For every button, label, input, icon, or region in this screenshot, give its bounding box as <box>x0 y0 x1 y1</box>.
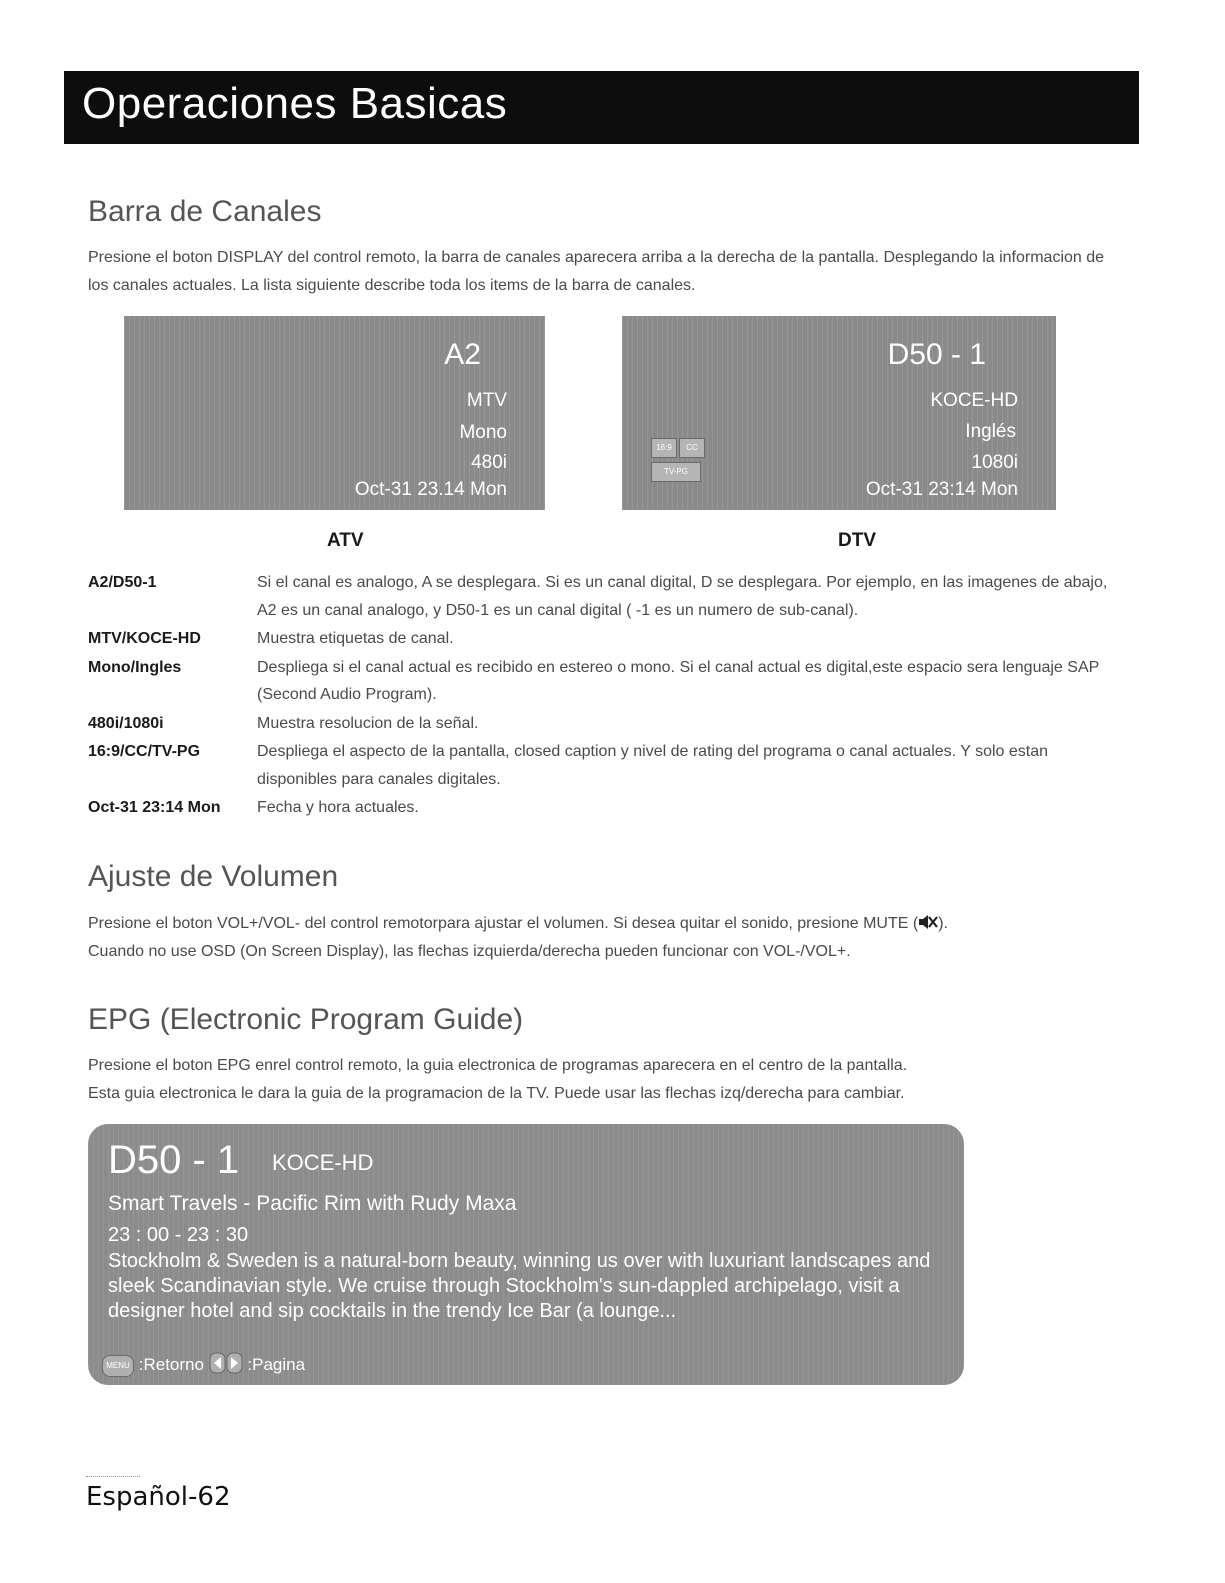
cc-badge: CC <box>679 438 705 458</box>
epg-station-label: KOCE-HD <box>272 1150 374 1175</box>
aspect-badge: 16:9 <box>651 438 677 458</box>
epg-channel-number: D50 - 1 <box>108 1138 240 1182</box>
definition-term: 16:9/CC/TV-PG <box>88 743 201 760</box>
back-label: :Retorno <box>138 1354 204 1374</box>
definition-term: MTV/KOCE-HD <box>88 630 201 647</box>
atv-channel-label: MTV <box>466 390 507 411</box>
definition-desc: Si el canal es analogo, A se desplegara. Si es un canal digital, D se desplegara. Por ejemplo, en las imagenes de abajo, A2 es un canal analogo, y D50-1 es un canal digital ( -1 es un numero de sub-canal). <box>257 574 1108 619</box>
definition-row <box>88 738 1118 793</box>
epg-intro <box>88 1052 1128 1108</box>
dtv-datetime: Oct-31 23:14 Mon <box>865 479 1018 500</box>
epg-intro-line1: Presione el boton EPG enrel control remoto, la guia electronica de programas aparecera en el centro de la pantalla. <box>88 1057 908 1074</box>
definition-term: Oct-31 23:14 Mon <box>88 799 221 816</box>
header-banner <box>64 71 1139 144</box>
page-number: Español-62 <box>86 1482 231 1512</box>
definition-desc: Despliega el aspecto de la pantalla, closed caption y nivel de rating del programa o canal actuales. Y solo estan disponibles para canales digitales. <box>257 743 1049 788</box>
atv-audio: Mono <box>459 422 507 443</box>
definition-row <box>88 654 1118 709</box>
epg-heading: EPG (Electronic Program Guide) <box>88 1003 524 1036</box>
definition-desc: Muestra resolucion de la señal. <box>257 714 479 732</box>
definition-term: 480i/1080i <box>88 714 164 732</box>
definition-desc: Despliega si el canal actual es recibido en estereo o mono. Si el canal actual es digital,este espacio sera lenguaje SAP (Second Audio Program). <box>257 658 1099 703</box>
dtv-channel-label: KOCE-HD <box>930 390 1018 411</box>
epg-program-time: 23 : 00 - 23 : 30 <box>108 1224 249 1246</box>
page-label: :Pagina <box>247 1354 306 1374</box>
epg-program-description: Stockholm & Sweden is a natural-born beauty, winning us over with luxuriant landscapes and sleek Scandinavian style. We cruise through Stockholm's sun-dappled archipelago, visit a designer hotel and sip cocktails in the trendy Ice Bar (a lounge... <box>108 1250 931 1322</box>
definition-row <box>88 794 1118 822</box>
page-number-rule <box>86 1476 140 1477</box>
channel-bar-heading: Barra de Canales <box>88 195 322 228</box>
volume-text-line2: Cuando no use OSD (On Screen Display), las flechas izquierda/derecha pueden funcionar con VOL-/VOL+. <box>88 943 851 960</box>
volume-text-part1: Presione el boton VOL+/VOL- del control remotorpara ajustar el volumen. Si desea quitar el sonido, presione MUTE ( <box>88 915 919 932</box>
volume-text <box>88 910 1128 966</box>
epg-screen <box>88 1124 964 1385</box>
definition-term: A2/D50-1 <box>88 574 157 591</box>
atv-caption: ATV <box>327 530 364 551</box>
channel-bar-definitions <box>88 569 1118 822</box>
volume-text-part2: ). <box>938 915 948 932</box>
dtv-audio: Inglés <box>965 421 1016 442</box>
page-title: Operaciones Basicas <box>82 79 508 128</box>
mute-icon <box>918 915 938 932</box>
rating-badge: TV-PG <box>651 462 701 482</box>
epg-intro-line2: Esta guia electronica le dara la guia de la programacion de la TV. Puede usar las flechas izq/derecha para cambiar. <box>88 1085 905 1102</box>
volume-heading: Ajuste de Volumen <box>88 860 339 893</box>
epg-program-title: Smart Travels - Pacific Rim with Rudy Maxa <box>108 1192 517 1215</box>
channel-bar-intro: Presione el boton DISPLAY del control remoto, la barra de canales aparecera arriba a la derecha de la pantalla. Desplegando la informacion de los canales actuales. La lista siguiente describe toda los items de la barra de canales. <box>88 249 1105 294</box>
atv-channel-number: A2 <box>444 338 481 371</box>
menu-key-icon: MENU <box>102 1355 134 1377</box>
definition-desc: Muestra etiquetas de canal. <box>257 630 454 647</box>
dtv-caption: DTV <box>838 530 876 551</box>
dtv-status-badges <box>651 438 707 483</box>
atv-channel-bar-screen <box>124 316 545 510</box>
atv-datetime: Oct-31 23.14 Mon <box>354 479 507 500</box>
dtv-channel-number: D50 - 1 <box>887 338 986 371</box>
definition-desc: Fecha y hora actuales. <box>257 799 419 816</box>
definition-row <box>88 569 1118 624</box>
atv-resolution: 480i <box>471 452 507 473</box>
definition-row <box>88 710 1118 738</box>
left-right-arrows-icon <box>209 1352 243 1379</box>
definition-row <box>88 625 1118 653</box>
dtv-resolution: 1080i <box>971 452 1018 473</box>
epg-footer <box>102 1352 305 1379</box>
definition-term: Mono/Ingles <box>88 658 182 676</box>
